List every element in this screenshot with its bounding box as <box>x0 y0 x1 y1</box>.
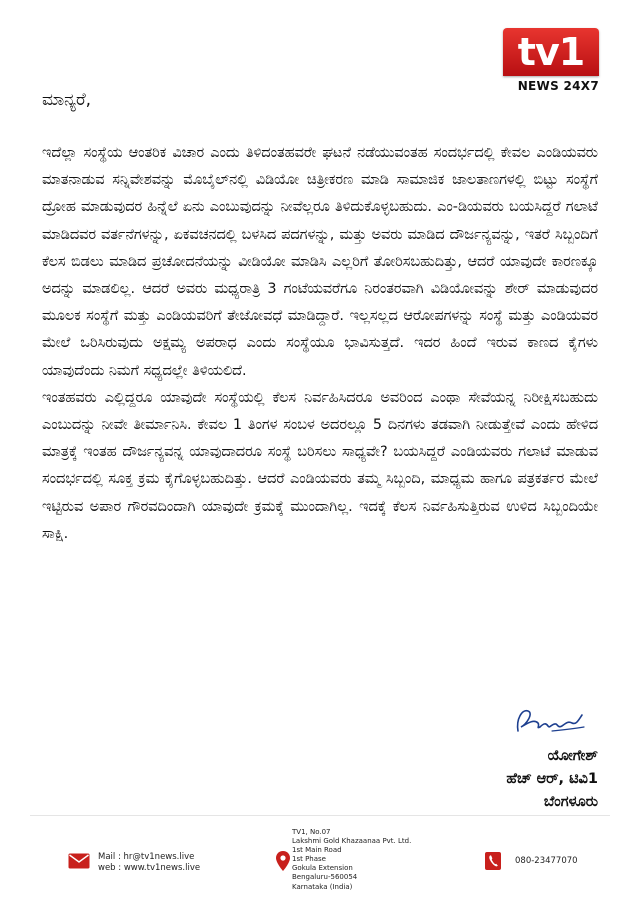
address-line: 1st Phase <box>292 855 326 864</box>
logo-tagline: NEWS 24X7 <box>517 79 599 93</box>
footer-divider <box>30 815 610 816</box>
letter-paragraph: ಇದೆಲ್ಲಾ ಸಂಸ್ಥೆಯ ಆಂತರಿಕ ವಿಚಾರ ಎಂದು ತಿಳಿದಂತಹವರೇ ಘಟನೆ ನಡೆಯುವಂತಹ ಸಂದರ್ಭದಲ್ಲಿ ಕೇವಲ ಎಂಡಿಯವರು ಮಾತನಾಡುವ ಸನ್ನಿವೇಶವನ್ನು ಮೊಬೈಲ್‌ನಲ್ಲಿ ವಿಡಿಯೋ ಚಿತ್ರೀಕರಣ ಮಾಡಿ ಸಾಮಾಜಿಕ ಜಾಲತಾಣಗಳಲ್ಲಿ ಬಿಟ್ಟು ಸಂಸ್ಥೆಗೆ ದ್ರೋಹ ಮಾಡುವುದರ ಹಿನ್ನೆಲೆ ಏನು ಎಂಬುವುದನ್ನು ನೀವೆಲ್ಲರೂ ತಿಳಿದುಕೊಳ್ಳಬಹುದು. ಎಂ-ಡಿಯವರು ಬಯಸಿದ್ದರೆ ಗಲಾಟೆ ಮಾಡಿದವರ ವರ್ತನೆಗಳನ್ನು, ಏಕವಚನದಲ್ಲಿ ಬಳಸಿದ ಪದಗಳನ್ನು, ಮತ್ತು ಅವರು ಮಾಡಿದ ದೌರ್ಜನ್ಯವನ್ನು, ಇತರೆ ಸಿಬ್ಬಂದಿಗೆ ಕೆಲಸ ಬಿಡಲು ಮಾಡಿದ ಪ್ರಚೋದನೆಯನ್ನು ವೀಡಿಯೋ ಮಾಡಿಸಿ ಎಲ್ಲರಿಗೆ ತೋರಿಸಬಹುದಿತ್ತು, ಆದರೆ ಯಾವುದೇ ಕಾರಣಕ್ಕೂ ಅದನ್ನು ಮಾಡಲಿಲ್ಲ. ಆದರೆ ಅವರು ಮಧ್ಯರಾತ್ರಿ 3 ಗಂಟೆಯವರೆಗೂ ನಿರಂತರವಾಗಿ ವಿಡಿಯೋವನ್ನು ಶೇರ್ ಮಾಡುವುದರ ಮೂಲಕ ಸಂಸ್ಥೆಗೆ ಮತ್ತು ಎಂಡಿಯವರಿಗೆ ತೇಜೋವಧೆ ಮಾಡಿದ್ದಾರೆ. ಇಲ್ಲಸಲ್ಲದ ಆರೋಪಗಳನ್ನು ಸಂಸ್ಥೆ ಮತ್ತು ಎಂಡಿಯವರ ಮೇಲೆ ಒರಿಸಿರುವುದು ಅಕ್ಷಮ್ಯ ಅಪರಾಧ ಎಂದು ಸಂಸ್ಥೆಯೂ ಭಾವಿಸುತ್ತದೆ. ಇದರ ಹಿಂದೆ ಇರುವ ಕಾಣದ ಕೈಗಳು ಯಾವುದೆಂದು ನಿಮಗೆ ಸಧ್ಯದಲ್ಲೇ ತಿಳಿಯಲಿದೆ. <box>42 145 598 379</box>
address-line: 1st Main Road <box>292 846 342 855</box>
footer-mail: Mail : hr@tv1news.live <box>98 852 195 862</box>
address-line: Karnataka (India) <box>292 882 353 891</box>
footer-address <box>292 828 411 892</box>
address-line: Gokula Extension <box>292 864 353 873</box>
tv1-news-logo <box>503 28 599 98</box>
handwritten-signature <box>512 701 588 741</box>
address-line: Bengaluru-560054 <box>292 873 358 882</box>
phone-icon <box>485 852 501 870</box>
logo-brand: tv1 <box>517 30 585 74</box>
footer-web: web : www.tv1news.live <box>98 863 201 873</box>
signatory-designation: ಹೆಚ್ ಆರ್, ಟಿವಿ1 <box>506 771 598 787</box>
footer-phone: 080-23477070 <box>515 856 578 866</box>
letter-salutation: ಮಾನ್ಯರೆ, <box>42 90 92 110</box>
mail-icon <box>68 853 90 869</box>
signatory-name: ಯೋಗೇಶ್ <box>547 748 598 764</box>
location-pin-icon <box>276 851 290 871</box>
footer-contact <box>98 852 200 874</box>
letter-paragraph: ಇಂತಹವರು ಎಲ್ಲಿದ್ದರೂ ಯಾವುದೇ ಸಂಸ್ಥೆಯಲ್ಲಿ ಕೆಲಸ ನಿರ್ವಹಿಸಿದರೂ ಅವರಿಂದ ಎಂಥಾ ಸೇವೆಯನ್ನ ನಿರೀಕ್ಷಿಸಬಹುದು ಎಂಬುದನ್ನು ನೀವೇ ತೀರ್ಮಾನಿಸಿ. ಕೇವಲ 1 ತಿಂಗಳ ಸಂಬಳ ಅದರಲ್ಲೂ 5 ದಿನಗಳು ತಡವಾಗಿ ನೀಡುತ್ತೇವೆ ಎಂದು ಹೇಳಿದ ಮಾತ್ರಕ್ಕೆ ಇಂತಹ ದೌರ್ಜನ್ಯವನ್ನ ಯಾವುದಾದರೂ ಸಂಸ್ಥೆ ಬರಿಸಲು ಸಾಧ್ಯವೇ? ಬಯಸಿದ್ದರೆ ಎಂಡಿಯವರು ಗಲಾಟೆ ಮಾಡುವ ಸಂದರ್ಭದಲ್ಲಿ ಸೂಕ್ತ ಕ್ರಮ ಕೈಗೊಳ್ಳಬಹುದಿತ್ತು. ಆದರೆ ಎಂಡಿಯವರು ತಮ್ಮ ಸಿಬ್ಬಂದಿ, ಮಾಧ್ಯಮ ಹಾಗೂ ಪತ್ರಕರ್ತರ ಮೇಲೆ ಇಟ್ಟಿರುವ ಅಪಾರ ಗೌರವದಿಂದಾಗಿ ಯಾವುದೇ ಕ್ರಮಕ್ಕೆ ಮುಂದಾಗಿಲ್ಲ. ಇದಕ್ಕೆ ಕೆಲಸ ನಿರ್ವಹಿಸುತ್ತಿರುವ ಉಳಿದ ಸಿಬ್ಬಂದಿಯೇ ಸಾಕ್ಷಿ. <box>42 389 598 542</box>
address-line: Lakshmi Gold Khazaanaa Pvt. Ltd. <box>292 837 412 846</box>
address-line: TV1, No.07 <box>292 828 331 836</box>
signatory-city: ಬೆಂಗಳೂರು <box>543 794 598 810</box>
signatory-block <box>506 745 598 814</box>
letter-body <box>42 140 598 548</box>
